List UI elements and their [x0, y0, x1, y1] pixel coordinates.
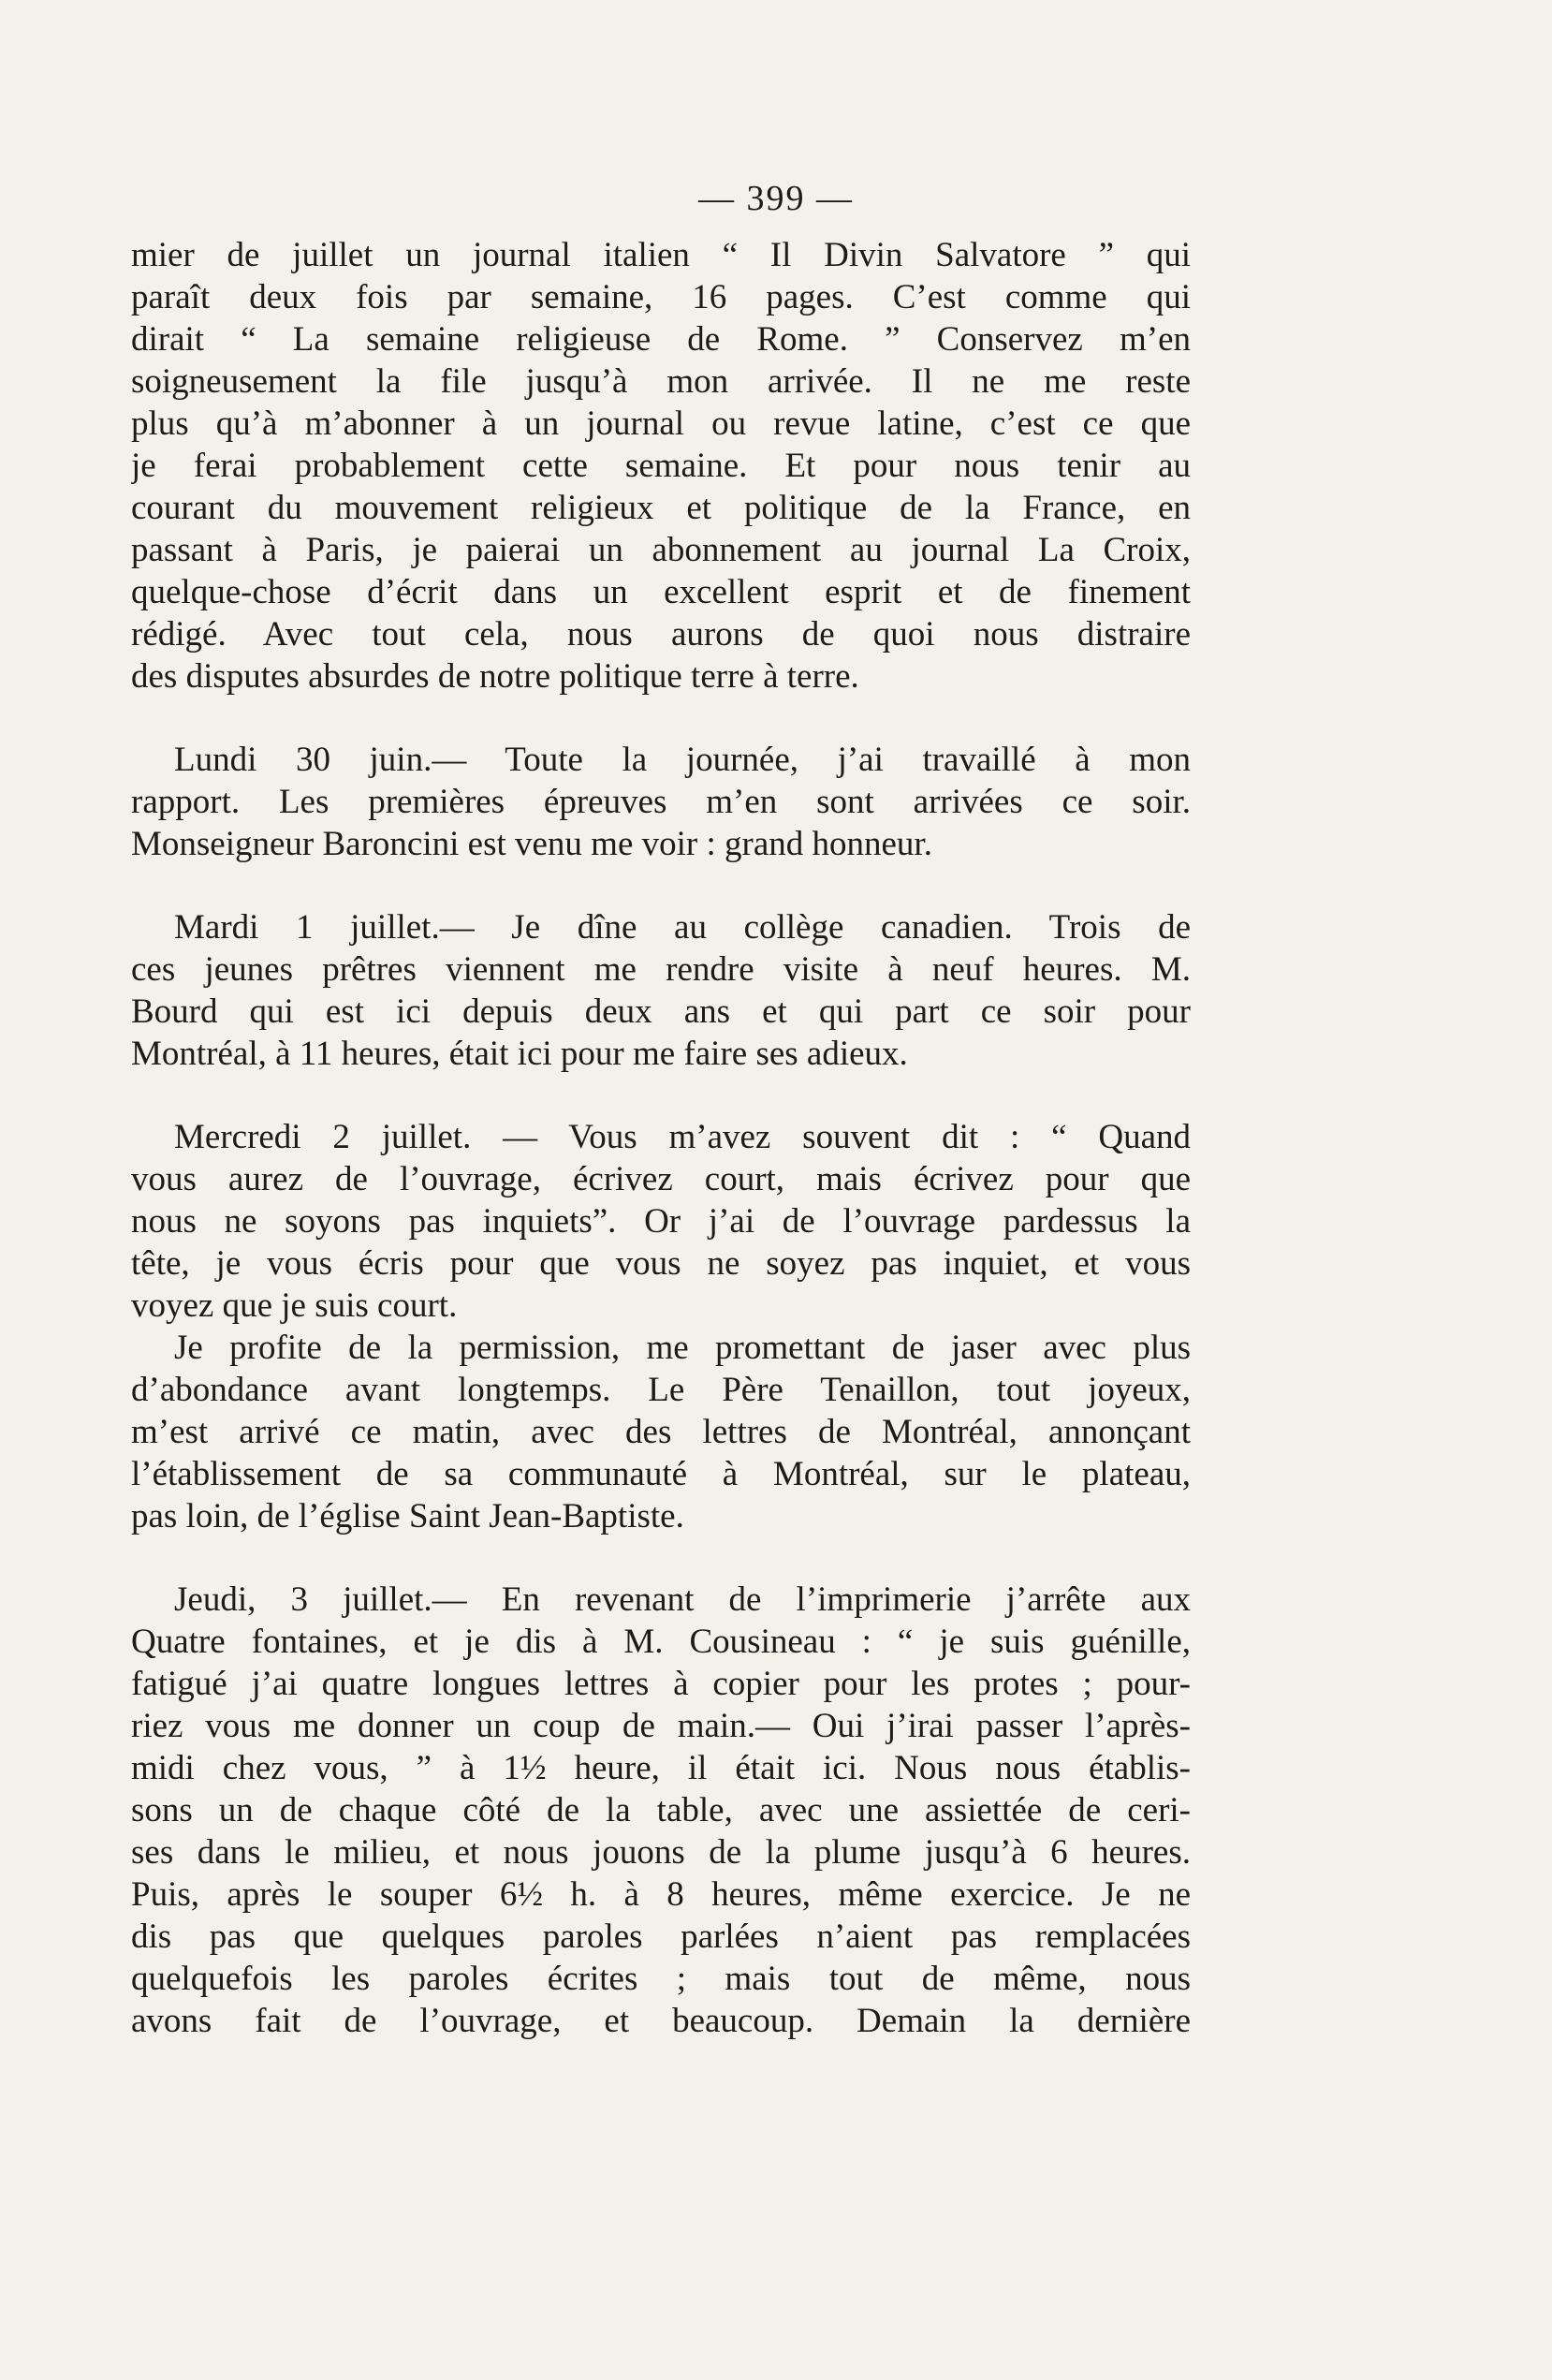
- text-line: vous aurez de l’ouvrage, écrivez court, mais écrivez pour que: [131, 1160, 1191, 1198]
- diary-paragraph: [131, 1327, 1191, 1537]
- text-line: courant du mouvement religieux et politique de la France, en: [131, 489, 1191, 527]
- text-line: des disputes absurdes de notre politique terre à terre.: [131, 657, 859, 696]
- text-line: Monseigneur Baroncini est venu me voir : grand honneur.: [131, 825, 932, 863]
- entry-gap: [131, 865, 1191, 906]
- text-line: soigneusement la file jusqu’à mon arrivée. Il ne me reste: [131, 362, 1191, 401]
- text-line: mier de juillet un journal italien “ Il Divin Salvatore ” qui: [131, 236, 1191, 274]
- text-line: l’établissement de sa communauté à Montréal, sur le plateau,: [131, 1455, 1191, 1493]
- text-line: Lundi 30 juin.— Toute la journée, j’ai travaillé à mon: [174, 741, 1191, 779]
- entry-gap: [131, 1075, 1191, 1116]
- text-line: avons fait de l’ouvrage, et beaucoup. Demain la dernière: [131, 2002, 1191, 2040]
- text-line: fatigué j’ai quatre longues lettres à copier pour les protes ; pour-: [131, 1665, 1191, 1703]
- text-line: nous ne soyons pas inquiets”. Or j’ai de l’ouvrage pardessus la: [131, 1202, 1191, 1241]
- paragraph-continuation: [131, 234, 1191, 698]
- text-line: Bourd qui est ici depuis deux ans et qui part ce soir pour: [131, 992, 1191, 1031]
- page-number: — 399 —: [698, 179, 854, 218]
- text-line: quelque-chose d’écrit dans un excellent esprit et de finement: [131, 573, 1191, 611]
- entry-gap: [131, 698, 1191, 739]
- text-line: je ferai probablement cette semaine. Et pour nous tenir au: [131, 447, 1191, 485]
- text-line: ces jeunes prêtres viennent me rendre visite à neuf heures. M.: [131, 950, 1191, 989]
- diary-entry-mercredi: [131, 1116, 1191, 1327]
- text-line: dis pas que quelques paroles parlées n’aient pas remplacées: [131, 1917, 1191, 1956]
- text-line: plus qu’à m’abonner à un journal ou revue latine, c’est ce que: [131, 404, 1191, 443]
- text-line: Puis, après le souper 6½ h. à 8 heures, même exercice. Je ne: [131, 1875, 1191, 1914]
- diary-entry-jeudi: [131, 1579, 1191, 2042]
- entry-gap: [131, 1537, 1191, 1579]
- text-line: Montréal, à 11 heures, était ici pour me faire ses adieux.: [131, 1035, 908, 1073]
- text-line: d’abondance avant longtemps. Le Père Tenaillon, tout joyeux,: [131, 1371, 1191, 1409]
- text-line: riez vous me donner un coup de main.— Oui j’irai passer l’après-: [131, 1707, 1191, 1745]
- text-line: midi chez vous, ” à 1½ heure, il était ici. Nous nous établis-: [131, 1749, 1191, 1787]
- text-line: pas loin, de l’église Saint Jean-Baptiste.: [131, 1497, 684, 1535]
- text-line: passant à Paris, je paierai un abonnement au journal La Croix,: [131, 531, 1191, 569]
- text-line: quelquefois les paroles écrites ; mais tout de même, nous: [131, 1960, 1191, 1998]
- text-line: Jeudi, 3 juillet.— En revenant de l’imprimerie j’arrête aux: [174, 1580, 1191, 1619]
- text-line: m’est arrivé ce matin, avec des lettres de Montréal, annonçant: [131, 1413, 1191, 1451]
- text-line: paraît deux fois par semaine, 16 pages. C’est comme qui: [131, 278, 1191, 316]
- text-line: voyez que je suis court.: [131, 1286, 458, 1325]
- diary-entry-mardi: [131, 906, 1191, 1075]
- text-line: Quatre fontaines, et je dis à M. Cousineau : “ je suis guénille,: [131, 1623, 1191, 1661]
- text-line: Mardi 1 juillet.— Je dîne au collège canadien. Trois de: [174, 908, 1191, 947]
- diary-entry-lundi: [131, 739, 1191, 865]
- text-line: tête, je vous écris pour que vous ne soyez pas inquiet, et vous: [131, 1244, 1191, 1283]
- body-text: [131, 234, 1191, 2042]
- text-line: dirait “ La semaine religieuse de Rome. ” Conservez m’en: [131, 320, 1191, 359]
- text-line: ses dans le milieu, et nous jouons de la plume jusqu’à 6 heures.: [131, 1833, 1191, 1872]
- text-line: sons un de chaque côté de la table, avec une assiettée de ceri-: [131, 1791, 1191, 1829]
- text-line: rapport. Les premières épreuves m’en sont arrivées ce soir.: [131, 783, 1191, 821]
- text-line: rédigé. Avec tout cela, nous aurons de quoi nous distraire: [131, 615, 1191, 654]
- text-line: Mercredi 2 juillet. — Vous m’avez souvent dit : “ Quand: [174, 1118, 1191, 1156]
- text-line: Je profite de la permission, me promettant de jaser avec plus: [174, 1329, 1191, 1367]
